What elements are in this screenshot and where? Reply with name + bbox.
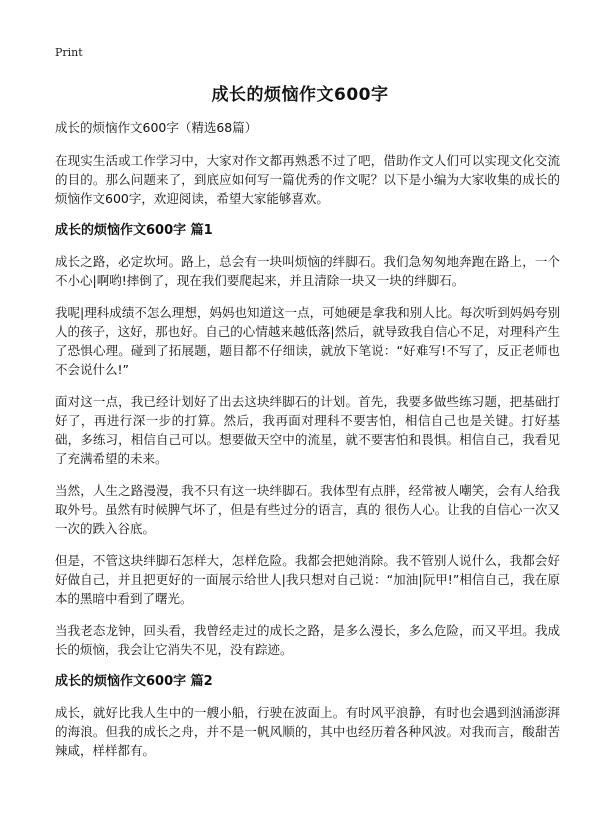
section-1-paragraph-3: 面对这一点，我已经计划好了出去这块绊脚石的计划。首先，我要多做些练习题，把基础打好了，再进行深一步的打算。然后，我再面对理科不要害怕，相信自己也是关键。打好基础，多练习，相信自己可以。想要做天空中的流星，就不要害怕和畏惧。相信自己，我看见了充满希望的未来。 [55,394,560,466]
section-1-paragraph-5: 但是，不管这块绊脚石怎样大，怎样危险。我都会把她消除。我不管别人说什么，我都会好好做自己，并且把更好的一面展示给世人|我只想对自己说：“加油|阮甲!”相信自己，我在原本的黑暗中看到了曙光。 [55,553,560,606]
section-2-heading: 成长的烦恼作文600字 篇2 [55,674,213,689]
section-1-paragraph-1: 成长之路，必定坎坷。路上，总会有一块叫烦恼的绊脚石。我们急匆匆地奔跑在路上，一个不小心|啊哟!摔倒了，现在我们要爬起来，并且清除一块又一块的绊脚石。 [55,254,560,288]
page-title: 成长的烦恼作文600字 [211,85,389,105]
section-1-heading: 成长的烦恼作文600字 篇1 [55,223,213,238]
section-2-paragraph-1: 成长，就好比我人生中的一艘小船，行驶在波面上。有时风平浪静，有时也会遇到汹涌澎湃的海浪。但我的成长之舟，并不是一帆风顺的，其中也经历着各种风波。对我而言，酸甜苦辣咸，样样都有。 [55,705,560,758]
section-1-paragraph-2: 我呢|理科成绩不怎么理想，妈妈也知道这一点，可她硬是拿我和别人比。每次听到妈妈夸别人的孩子，这好，那也好。自己的心情越来越低落|然后，就导致我自信心不足，对理科产生了恐惧心理。碰到了拓展题，题目都不仔细读，就放下笔说：“好难写!不写了，反正老师也不会说什么!” [55,305,560,377]
print-label[interactable]: Print [55,46,83,59]
article-body [55,118,560,773]
subtitle: 成长的烦恼作文600字（精选68篇） [55,120,258,135]
intro-paragraph: 在现实生活或工作学习中，大家对作文都再熟悉不过了吧，借助作文人们可以实现文化交流的目的。那么问题来了，到底应如何写一篇优秀的作文呢？以下是小编为大家收集的成长的烦恼作文600字，欢迎阅读，希望大家能够喜欢。 [55,153,560,206]
section-1-paragraph-4: 当然，人生之路漫漫，我不只有这一块绊脚石。我体型有点胖，经常被人嘲笑，会有人给我取外号。虽然有时候脾气坏了，但是有些过分的语言，真的 很伤人心。让我的自信心一次又一次的跌入谷底。 [55,483,560,536]
section-1-paragraph-6: 当我老态龙钟，回头看，我曾经走过的成长之路，是多么漫长，多么危险，而又平坦。我成长的烦恼，我会让它消失不见，没有踪迹。 [55,623,560,657]
